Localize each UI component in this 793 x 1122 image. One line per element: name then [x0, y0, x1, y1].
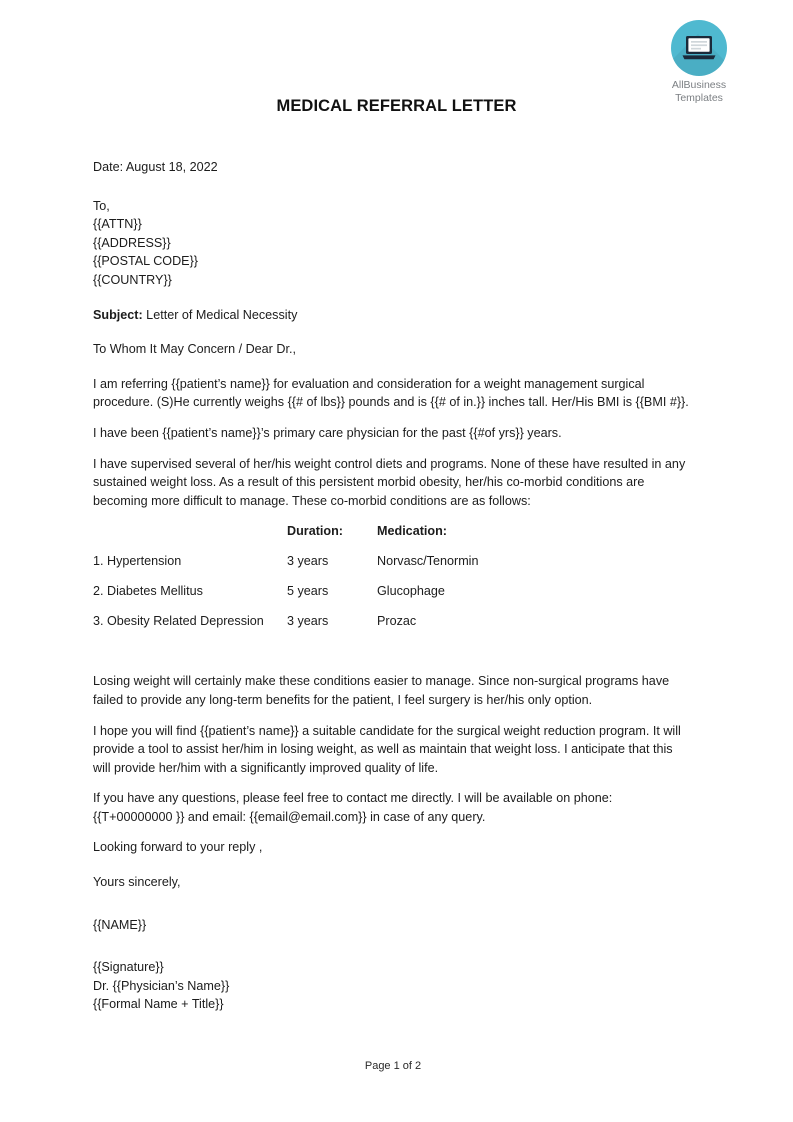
date-line: Date: August 18, 2022: [93, 160, 218, 174]
signature-placeholder: {{Signature}}: [93, 960, 164, 975]
spacer: [93, 510, 690, 522]
recipient-postal-code: {{POSTAL CODE}}: [93, 254, 198, 269]
spacer: [93, 934, 690, 958]
paragraph-losing-weight: Losing weight will certainly make these conditions easier to manage. Since non-surgical programs have failed to provide any long-term benefits for the patient, I feel surgery is her/his only option.: [93, 674, 670, 707]
formal-name-title: {{Formal Name + Title}}: [93, 997, 224, 1012]
cell-condition: 1. Hypertension: [93, 554, 182, 569]
recipient-attn: {{ATTN}}: [93, 217, 142, 232]
table-header-medication: Medication:: [377, 524, 447, 539]
recipient-address: {{ADDRESS}}: [93, 235, 171, 250]
spacer: [93, 359, 690, 375]
spacer: [93, 290, 690, 306]
salutation: To Whom It May Concern / Dear Dr.,: [93, 342, 296, 357]
spacer: [93, 177, 690, 197]
brand-logo: [647, 20, 751, 104]
paragraph-hope: I hope you will find {{patient’s name}} a suitable candidate for the surgical weight reduction program. It will provide a tool to assist her/him in losing weight, as well as maintain that weight loss. I anticipate that this will provide her/him with a significantly improved quality of life.: [93, 723, 681, 775]
spacer: [93, 892, 690, 916]
cell-medication: Norvasc/Tenormin: [377, 554, 479, 569]
brand-name-line2: Templates: [675, 91, 723, 104]
paragraph-physician: I have been {{patient’s name}}’s primary care physician for the past {{#of yrs}} years.: [93, 425, 562, 440]
brand-name-line1: AllBusiness: [671, 79, 727, 91]
cell-condition: 3. Obesity Related Depression: [93, 614, 264, 629]
looking-forward-line: Looking forward to your reply ,: [93, 840, 263, 855]
subject-line: [93, 306, 690, 325]
cell-medication: Glucophage: [377, 584, 445, 599]
conditions-table: [93, 522, 593, 642]
name-placeholder: {{NAME}}: [93, 917, 147, 932]
logo-circle: [671, 20, 727, 76]
spacer: [93, 324, 690, 340]
cell-condition: 2. Diabetes Mellitus: [93, 584, 203, 599]
table-row: [93, 582, 593, 612]
table-row: [93, 552, 593, 582]
subject-value: Letter of Medical Necessity: [142, 307, 298, 322]
spacer: [93, 710, 690, 722]
table-row: [93, 612, 593, 642]
paragraph-supervised: I have supervised several of her/his weight control diets and programs. None of these have resulted in any sustained weight loss. As a result of this persistent morbid obesity, her/his co-morbid conditions are becoming more difficult to manage. These co-morbid conditions are as follows:: [93, 456, 686, 508]
table-header-duration: Duration:: [287, 524, 343, 539]
cell-duration: 3 years: [287, 554, 329, 569]
recipient-to: To,: [93, 198, 110, 213]
laptop-icon: [681, 35, 717, 61]
closing-line: Yours sincerely,: [93, 875, 181, 890]
spacer: [93, 642, 690, 672]
letter-body: [93, 158, 690, 1014]
page-title: MEDICAL REFERRAL LETTER: [276, 97, 517, 115]
spacer: [93, 826, 690, 838]
subject-label: Subject:: [93, 307, 143, 322]
physician-name: Dr. {{Physician’s Name}}: [93, 978, 230, 993]
recipient-country: {{COUNTRY}}: [93, 272, 172, 287]
table-header-condition: [93, 522, 287, 552]
spacer: [93, 777, 690, 789]
cell-duration: 3 years: [287, 614, 329, 629]
cell-duration: 5 years: [287, 584, 329, 599]
spacer: [93, 443, 690, 455]
table-header-row: [93, 522, 593, 552]
spacer: [93, 857, 690, 873]
paragraph-questions: If you have any questions, please feel free to contact me directly. I will be available on phone: {{T+00000000 }} and email: {{email@email.com}} in case of any query.: [93, 791, 613, 824]
cell-medication: Prozac: [377, 614, 417, 629]
spacer: [93, 412, 690, 424]
page-footer: Page 1 of 2: [364, 1060, 422, 1072]
paragraph-referral: I am referring {{patient’s name}} for evaluation and consideration for a weight management surgical procedure. (S)He currently weighs {{# of lbs}} pounds and is {{# of in.}} inches tall. Her/His BMI is {{BMI #}}.: [93, 376, 689, 410]
